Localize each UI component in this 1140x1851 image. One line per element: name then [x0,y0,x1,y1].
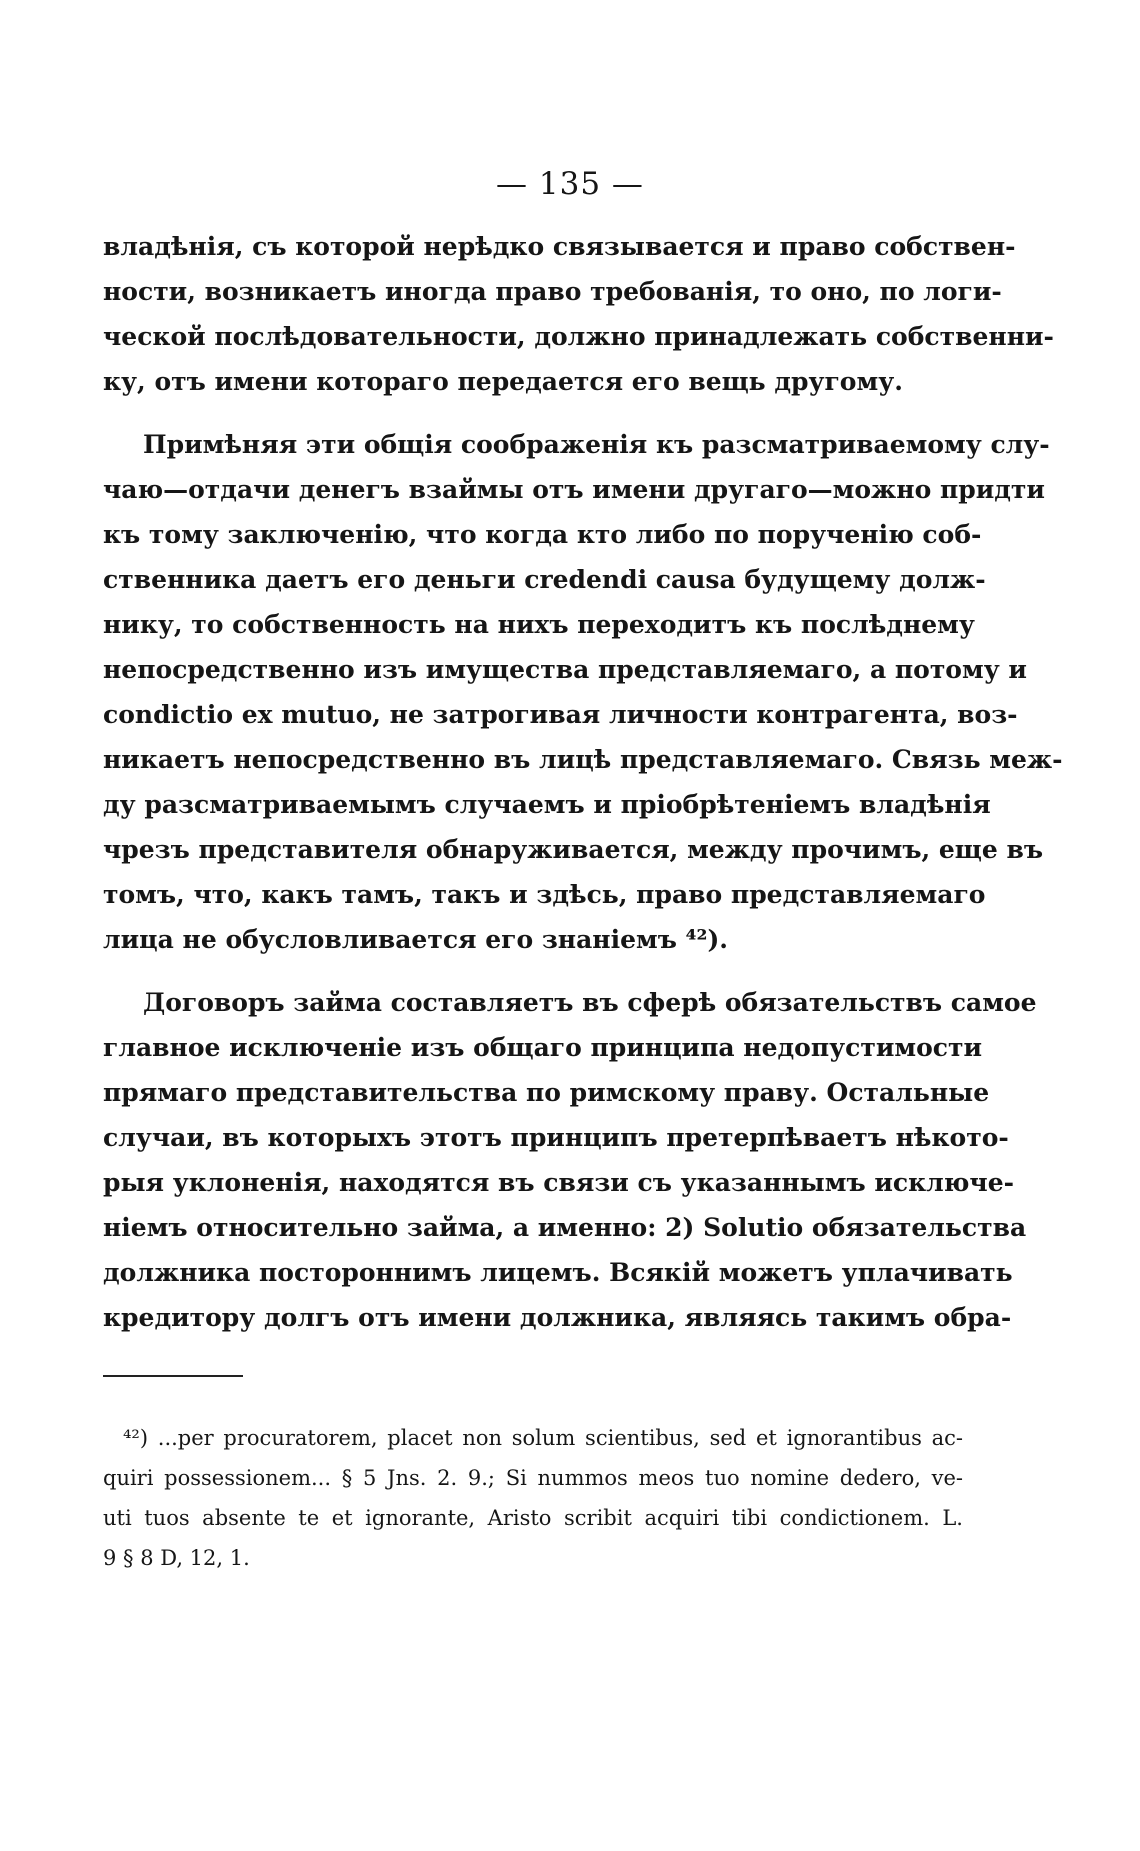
text-line: главное исключеніе изъ общаго принципа недопустимости [103,1033,983,1062]
footnote-separator [103,1375,243,1377]
main-text [103,224,1063,1340]
footnote-line: quiri possessionem... § 5 Jns. 2. 9.; Si nummos meos tuo nomine dedero, ve- [103,1466,963,1490]
text-line: ности, возникаетъ иногда право требованія, то оно, по логи- [103,277,1002,306]
paragraph [103,224,1054,404]
text-line: condictio ex mutuo, не затрогивая личности контрагента, воз- [103,700,1018,729]
paragraph [103,422,1063,962]
page-number: — 135 — [496,166,644,202]
text-line: ніемъ относительно займа, а именно: 2) Solutio обязательства [103,1213,1027,1242]
paragraph-gap [103,962,963,980]
text-line: случаи, въ которыхъ этотъ принципъ претерпѣваетъ нѣкото- [103,1123,1009,1152]
text-line: ческой послѣдовательности, должно принадлежать собственни- [103,322,1054,351]
paragraph [103,980,1037,1340]
text-line: прямаго представительства по римскому праву. Остальные [103,1078,990,1107]
text-line: чаю—отдачи денегъ взаймы отъ имени другаго—можно придти [103,475,1045,504]
text-line: лица не обусловливается его знаніемъ ⁴²). [103,925,729,954]
text-line: Примѣняя эти общія соображенія къ разсматриваемому слу- [143,430,1050,459]
footnote [103,1418,963,1578]
text-line: къ тому заключенію, что когда кто либо по порученію соб- [103,520,982,549]
footnote-line: ⁴²) ...per procuratorem, placet non solum scientibus, sed et ignorantibus ac- [123,1426,963,1450]
footnote-line: uti tuos absente te et ignorante, Aristo scribit acquiri tibi condictionem. L. [103,1506,963,1530]
text-line: ду разсматриваемымъ случаемъ и пріобрѣтеніемъ владѣнія [103,790,991,819]
text-line: рыя уклоненія, находятся въ связи съ указаннымъ исключе- [103,1168,1014,1197]
text-line: томъ, что, какъ тамъ, такъ и здѣсь, право представляемаго [103,880,986,909]
text-line: владѣнія, съ которой нерѣдко связывается и право собствен- [103,232,1016,261]
text-line: никаетъ непосредственно въ лицѣ представляемаго. Связь меж- [103,745,1063,774]
text-line: ку, отъ имени котораго передается его вещь другому. [103,367,903,396]
text-line: чрезъ представителя обнаруживается, между прочимъ, еще въ [103,835,1044,864]
footnote-line: 9 § 8 D, 12, 1. [103,1546,250,1570]
text-line: непосредственно изъ имущества представляемаго, а потому и [103,655,1027,684]
paragraph-gap [103,404,963,422]
text-line: ственника даетъ его деньги credendi causa будущему долж- [103,565,986,594]
text-line: должника постороннимъ лицемъ. Всякій можетъ уплачивать [103,1258,1013,1287]
text-line: кредитору долгъ отъ имени должника, являясь такимъ обра- [103,1303,1012,1332]
text-line: Договоръ займа составляетъ въ сферѣ обязательствъ самое [143,988,1037,1017]
text-line: нику, то собственность на нихъ переходитъ къ послѣднему [103,610,975,639]
